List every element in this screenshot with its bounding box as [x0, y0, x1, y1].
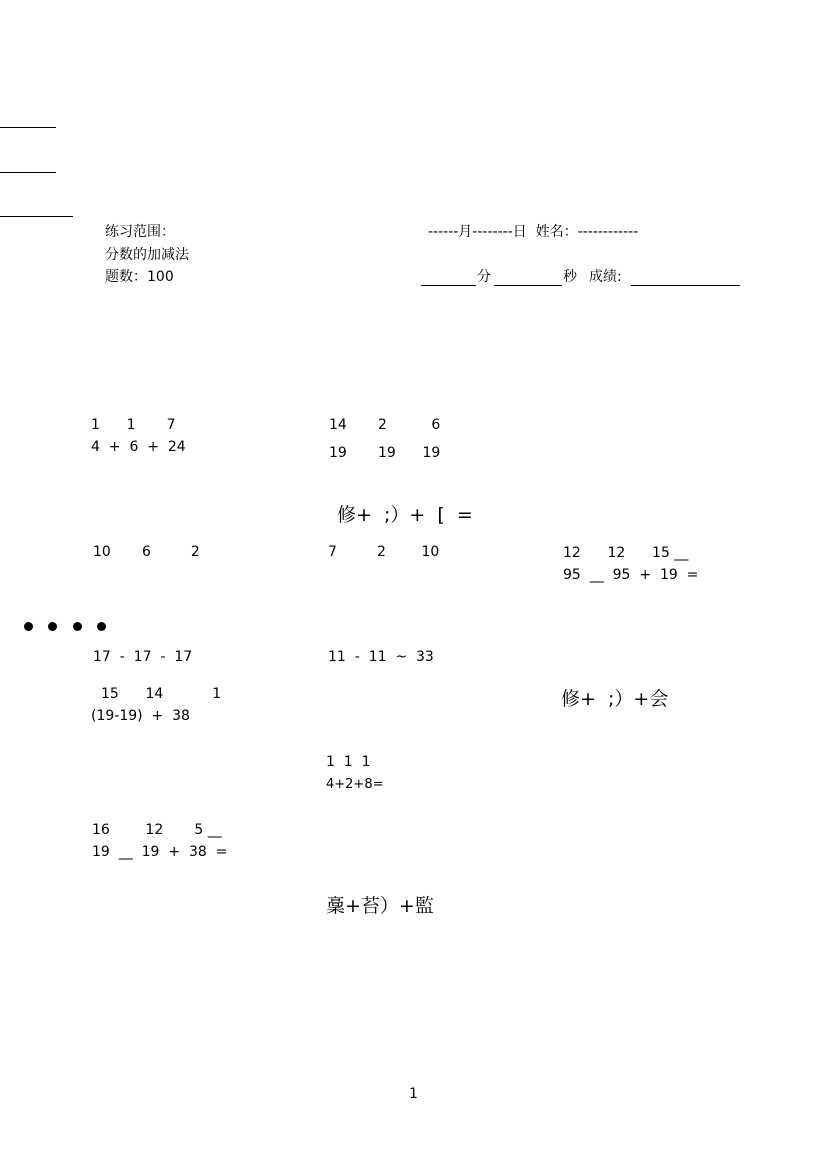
- problem-3-garbled: 修+ ;）+ [ =: [337, 504, 473, 526]
- topic-label: 分数的加减法: [105, 247, 189, 263]
- bullet-dot: [24, 622, 33, 631]
- page-number: 1: [409, 1086, 418, 1102]
- bullet-dot: [48, 622, 57, 631]
- problem-8-denominators: 11 - 11 ~ 33: [328, 649, 434, 665]
- problem-7-denominators: 17 - 17 - 17: [93, 649, 193, 665]
- count-label: 题数：100: [105, 269, 174, 285]
- range-label: 练习范围：: [105, 224, 175, 240]
- problem-13-garbled: 稾+苔）+監: [326, 895, 434, 917]
- seconds-label: 秒: [563, 269, 577, 285]
- problem-2-numerators: 14 2 6: [329, 417, 441, 433]
- problem-6-denominators: 95 __ 95 + 19 =: [563, 567, 699, 583]
- problem-11-denominators: 4+2+8=: [326, 777, 384, 792]
- minutes-blank[interactable]: [421, 285, 476, 286]
- bullet-dot: [97, 622, 106, 631]
- problem-1-numerators: 1 1 7: [91, 417, 176, 433]
- problem-12-denominators: 19 __ 19 + 38 =: [92, 844, 228, 860]
- score-label: 成绩:: [589, 269, 622, 285]
- problem-10-garbled: 修+ ;）+会: [561, 688, 669, 710]
- problem-2-denominators: 19 19 19: [329, 445, 441, 461]
- problem-4-numerators: 10 6 2: [93, 544, 200, 560]
- score-blank[interactable]: [631, 285, 740, 286]
- left-rule-1: [0, 127, 56, 128]
- problem-11-numerators: 1 1 1: [326, 754, 371, 770]
- seconds-blank[interactable]: [494, 285, 562, 286]
- problem-9-numerators: 15 14 1: [101, 686, 222, 702]
- left-rule-2: [0, 172, 56, 173]
- problem-12-numerators: 16 12 5 __: [92, 822, 222, 838]
- date-name-line: ------月--------日 姓名：------------: [428, 224, 639, 240]
- problem-6-numerators: 12 12 15 __: [563, 545, 689, 561]
- problem-5-numerators: 7 2 10: [328, 544, 440, 560]
- problem-9-denominators: (19-19) + 38: [91, 708, 190, 724]
- minutes-label: 分: [477, 269, 491, 285]
- left-rule-3: [0, 216, 73, 217]
- problem-1-denominators: 4 + 6 + 24: [91, 439, 186, 455]
- bullet-dot: [73, 622, 82, 631]
